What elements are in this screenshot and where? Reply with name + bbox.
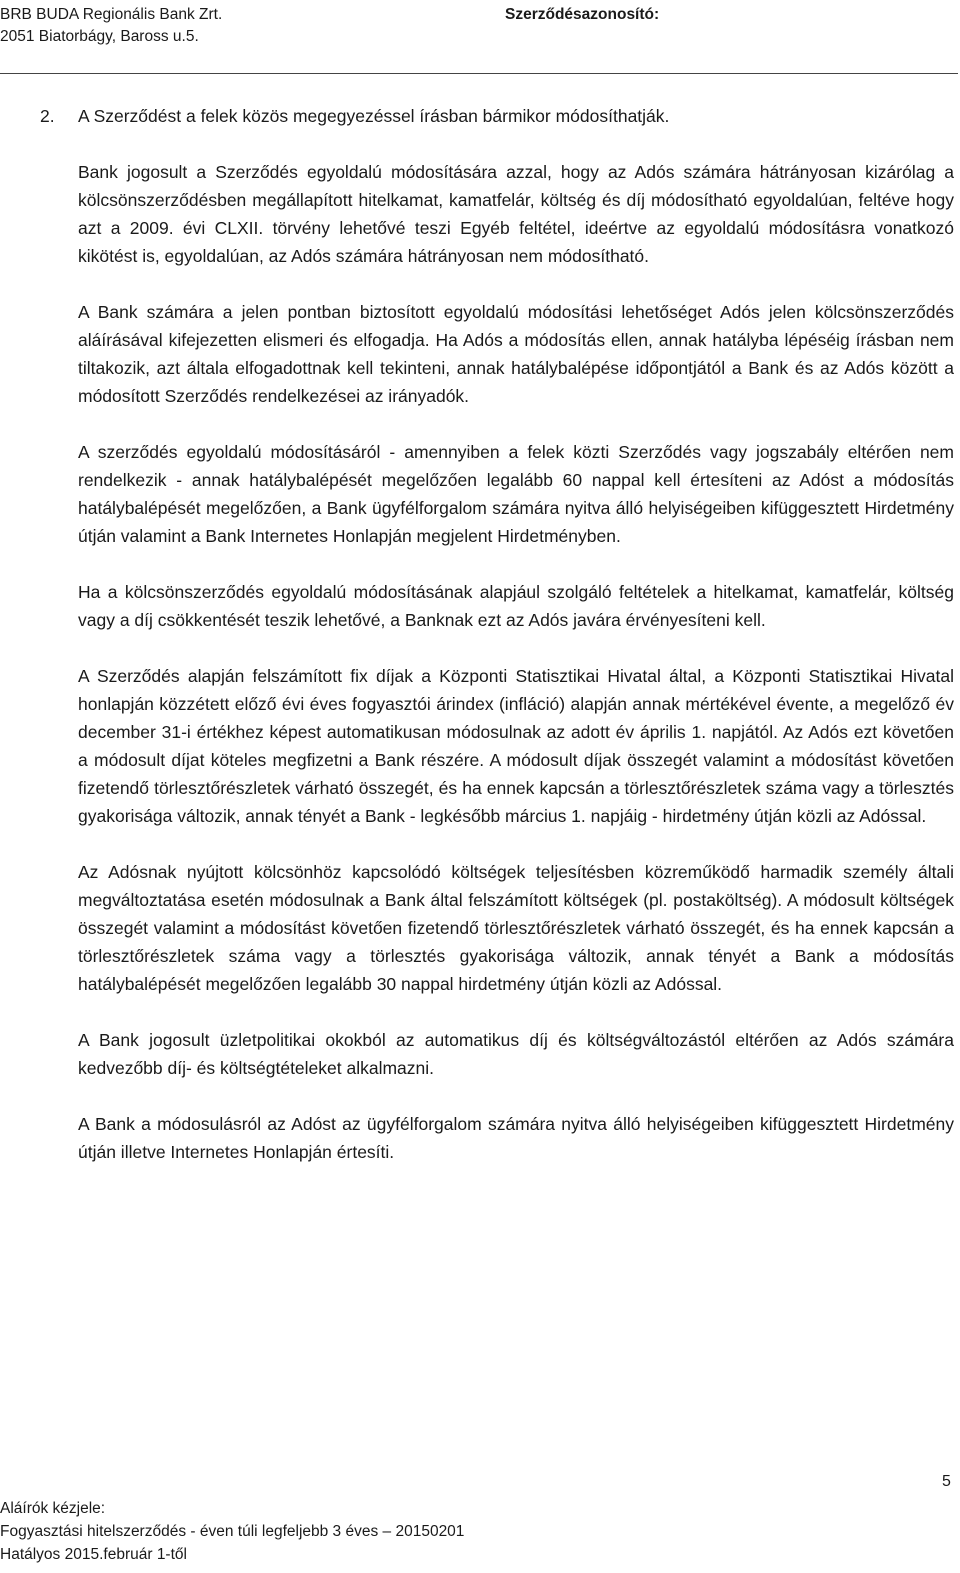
- bank-info: [0, 4, 222, 48]
- contract-id-label: Szerződésazonosító:: [505, 6, 660, 23]
- page-number: 5: [942, 1473, 951, 1490]
- bank-name: BRB BUDA Regionális Bank Zrt.: [0, 6, 223, 23]
- page-header: [0, 0, 960, 74]
- paragraph: A Bank jogosult üzletpolitikai okokból az automatikus díj és költségváltozástól eltérően az Adós számára kedvezőbb díj- és költségtételeket alkalmazni.: [78, 1030, 954, 1078]
- paragraph: A szerződés egyoldalú módosításáról - amennyiben a felek közti Szerződés vagy jogszabály eltérően nem rendelkezik - annak hatálybalépését megelőzően legalább 60 nappal kell értesíteni az Adóst a módosítás hatálybalépését megelőzően, a Bank ügyfélforgalom számára nyitva álló helyiségeiben kifüggesztett Hirdetmény útján valamint a Bank Internetes Honlapján megjelent Hirdetményben.: [78, 442, 954, 546]
- header-divider: [0, 73, 958, 74]
- paragraph: A Bank a módosulásról az Adóst az ügyfélforgalom számára nyitva álló helyiségeiben kifüggesztett Hirdetmény útján illetve Internetes Honlapján értesíti.: [78, 1114, 954, 1162]
- signers-label: Aláírók kézjele:: [0, 1500, 106, 1517]
- effective-date: Hatályos 2015.február 1-től: [0, 1546, 187, 1563]
- document-title: Fogyasztási hitelszerződés - éven túli legfeljebb 3 éves – 20150201: [0, 1523, 465, 1540]
- paragraph: A Szerződés alapján felszámított fix díjak a Központi Statisztikai Hivatal által, a Központi Statisztikai Hivatal honlapján közzétett előző évi éves fogyasztói árindex (infláció) alapján annak mértékével évente, a megelőző év december 31-i értékhez képest automatikusan módosulnak az adott év április 1. napjától. Az Adós ezt követően a módosult díjat köteles megfizetni a Bank részére. A módosult díjak összegét valamint a módosítást követően fizetendő törlesztőrészletek várható összegét, és ha ennek kapcsán a törlesztőrészletek száma vagy a törlesztés gyakorisága változik, annak tényét a Bank - legkésőbb március 1. napjáig - hirdetmény útján közli az Adóssal.: [78, 666, 954, 826]
- paragraph: A Bank számára a jelen pontban biztosított egyoldalú módosítási lehetőséget Adós jelen kölcsönszerződés aláírásával kifejezetten elismeri és elfogadja. Ha Adós a módosítás ellen, annak hatályba lépéséig írásban nem tiltakozik, azt általa elfogadottnak kell tekinteni, annak hatálybalépése időpontjától a Bank és az Adós között a módosított Szerződés rendelkezései az irányadók.: [78, 302, 954, 406]
- page-footer: [0, 1497, 464, 1566]
- numbered-item: [40, 102, 954, 130]
- paragraph: Ha a kölcsönszerződés egyoldalú módosításának alapjául szolgáló feltételek a hitelkamat, kamatfelár, költség vagy a díj csökkentését teszik lehetővé, a Banknak ezt az Adós javára érvényesíteni kell.: [78, 582, 954, 630]
- paragraph: Az Adósnak nyújtott kölcsönhöz kapcsolódó költségek teljesítésben közreműködő harmadik személy általi megváltoztatása esetén módosulnak a Bank által felszámított költségek (pl. postaköltség). A módosult költségek összegét valamint a módosítást követően fizetendő törlesztőrészletek várható összegét, és ha ennek kapcsán a törlesztőrészletek száma vagy a törlesztés gyakorisága változik, annak tényét a Bank a módosítás hatálybalépését megelőzően legalább 30 nappal hirdetmény útján közli az Adóssal.: [78, 862, 954, 994]
- item-number: 2.: [40, 106, 55, 126]
- paragraph: Bank jogosult a Szerződés egyoldalú módosítására azzal, hogy az Adós számára hátrányosan kizárólag a kölcsönszerződésben megállapított hitelkamat, kamatfelár, költség és díj módosítható egyoldalúan, feltéve hogy azt a 2009. évi CLXII. törvény lehetővé teszi Egyéb feltétel, ideértve az egyoldalú módosításra vonatkozó kikötést is, egyoldalúan, az Adós számára hátrányosan nem módosítható.: [78, 162, 954, 266]
- bank-address: 2051 Biatorbágy, Baross u.5.: [0, 28, 199, 45]
- document-body: [40, 102, 954, 1194]
- item-text: A Szerződést a felek közös megegyezéssel írásban bármikor módosíthatják.: [78, 106, 670, 126]
